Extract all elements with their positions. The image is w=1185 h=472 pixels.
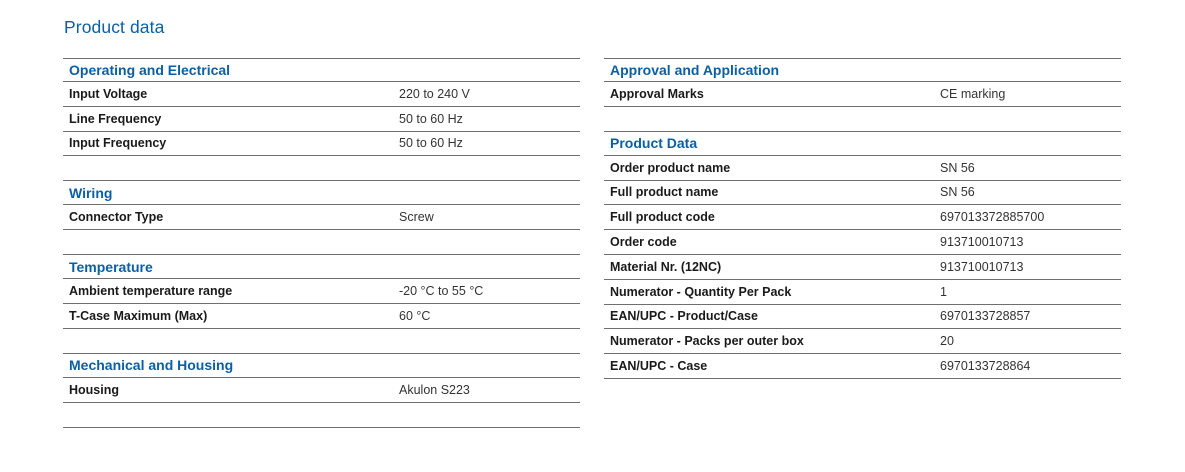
section-spacer: [63, 230, 580, 255]
spec-row: [604, 181, 1121, 206]
spec-row: [63, 304, 580, 329]
spec-row: [604, 205, 1121, 230]
spec-row: [604, 156, 1121, 181]
spec-label: Line Frequency: [69, 111, 162, 126]
spec-row: [63, 378, 580, 403]
spec-label: T-Case Maximum (Max): [69, 308, 208, 323]
spec-value: SN 56: [940, 185, 975, 200]
spec-value: 6970133728857: [940, 309, 1031, 324]
spec-label: Full product code: [610, 210, 715, 225]
spec-row: [63, 132, 580, 157]
spec-value: 50 to 60 Hz: [399, 136, 463, 151]
section-header: [63, 354, 580, 378]
spec-row: [63, 107, 580, 132]
section-title: Wiring: [69, 184, 113, 201]
spec-label: Order product name: [610, 160, 731, 175]
spec-row: [604, 305, 1121, 330]
spec-section-wiring: [63, 181, 580, 255]
spec-value: Akulon S223: [399, 382, 470, 397]
spec-row: [604, 82, 1121, 107]
spec-value: 220 to 240 V: [399, 86, 470, 101]
spec-value: 1: [940, 284, 947, 299]
spec-row: [604, 230, 1121, 255]
spec-label: EAN/UPC - Product/Case: [610, 309, 758, 324]
right-spec-column: [604, 58, 1121, 379]
left-spec-column: [63, 58, 580, 428]
section-title: Approval and Application: [610, 62, 780, 78]
spec-label: Approval Marks: [610, 86, 704, 101]
section-spacer: [604, 107, 1121, 132]
spec-label: Numerator - Quantity Per Pack: [610, 284, 792, 299]
section-title: Product Data: [610, 135, 698, 152]
spec-label: Full product name: [610, 185, 719, 200]
spec-value: -20 °C to 55 °C: [399, 284, 484, 299]
spec-value: 913710010713: [940, 235, 1024, 250]
spec-label: Input Voltage: [69, 86, 148, 101]
section-title: Temperature: [69, 258, 153, 275]
spec-row: [604, 255, 1121, 280]
spec-row: [604, 354, 1121, 379]
section-header: [63, 58, 580, 82]
spec-section-approval-and-application: [604, 58, 1121, 132]
spec-label: Order code: [610, 235, 677, 250]
spec-value: 20: [940, 334, 954, 349]
spec-section-operating-and-electrical: [63, 58, 580, 181]
spec-value: 50 to 60 Hz: [399, 111, 463, 126]
spec-row: [63, 82, 580, 107]
page-title: Product data: [64, 17, 165, 37]
spec-label: Connector Type: [69, 210, 164, 225]
spec-label: Material Nr. (12NC): [610, 259, 722, 274]
spec-label: Ambient temperature range: [69, 284, 233, 299]
spec-value: 697013372885700: [940, 210, 1045, 225]
spec-value: Screw: [399, 210, 434, 225]
spec-value: 913710010713: [940, 259, 1024, 274]
section-header: [604, 58, 1121, 82]
spec-row: [63, 279, 580, 304]
spec-row: [63, 205, 580, 230]
spec-label: Numerator - Packs per outer box: [610, 334, 804, 349]
spec-label: EAN/UPC - Case: [610, 359, 708, 374]
section-spacer: [63, 403, 580, 428]
section-title: Mechanical and Housing: [69, 357, 234, 374]
spec-section-product-data: [604, 132, 1121, 379]
spec-section-mechanical-and-housing: [63, 354, 580, 428]
spec-section-temperature: [63, 255, 580, 354]
section-spacer: [63, 156, 580, 181]
section-header: [63, 181, 580, 205]
section-spacer: [63, 329, 580, 354]
spec-value: SN 56: [940, 160, 975, 175]
spec-row: [604, 280, 1121, 305]
spec-value: 60 °C: [399, 308, 431, 323]
spec-row: [604, 329, 1121, 354]
section-header: [63, 255, 580, 279]
section-title: Operating and Electrical: [69, 62, 231, 78]
spec-label: Input Frequency: [69, 136, 167, 151]
spec-value: CE marking: [940, 86, 1006, 101]
spec-label: Housing: [69, 382, 119, 397]
section-header: [604, 132, 1121, 156]
spec-value: 6970133728864: [940, 359, 1031, 374]
